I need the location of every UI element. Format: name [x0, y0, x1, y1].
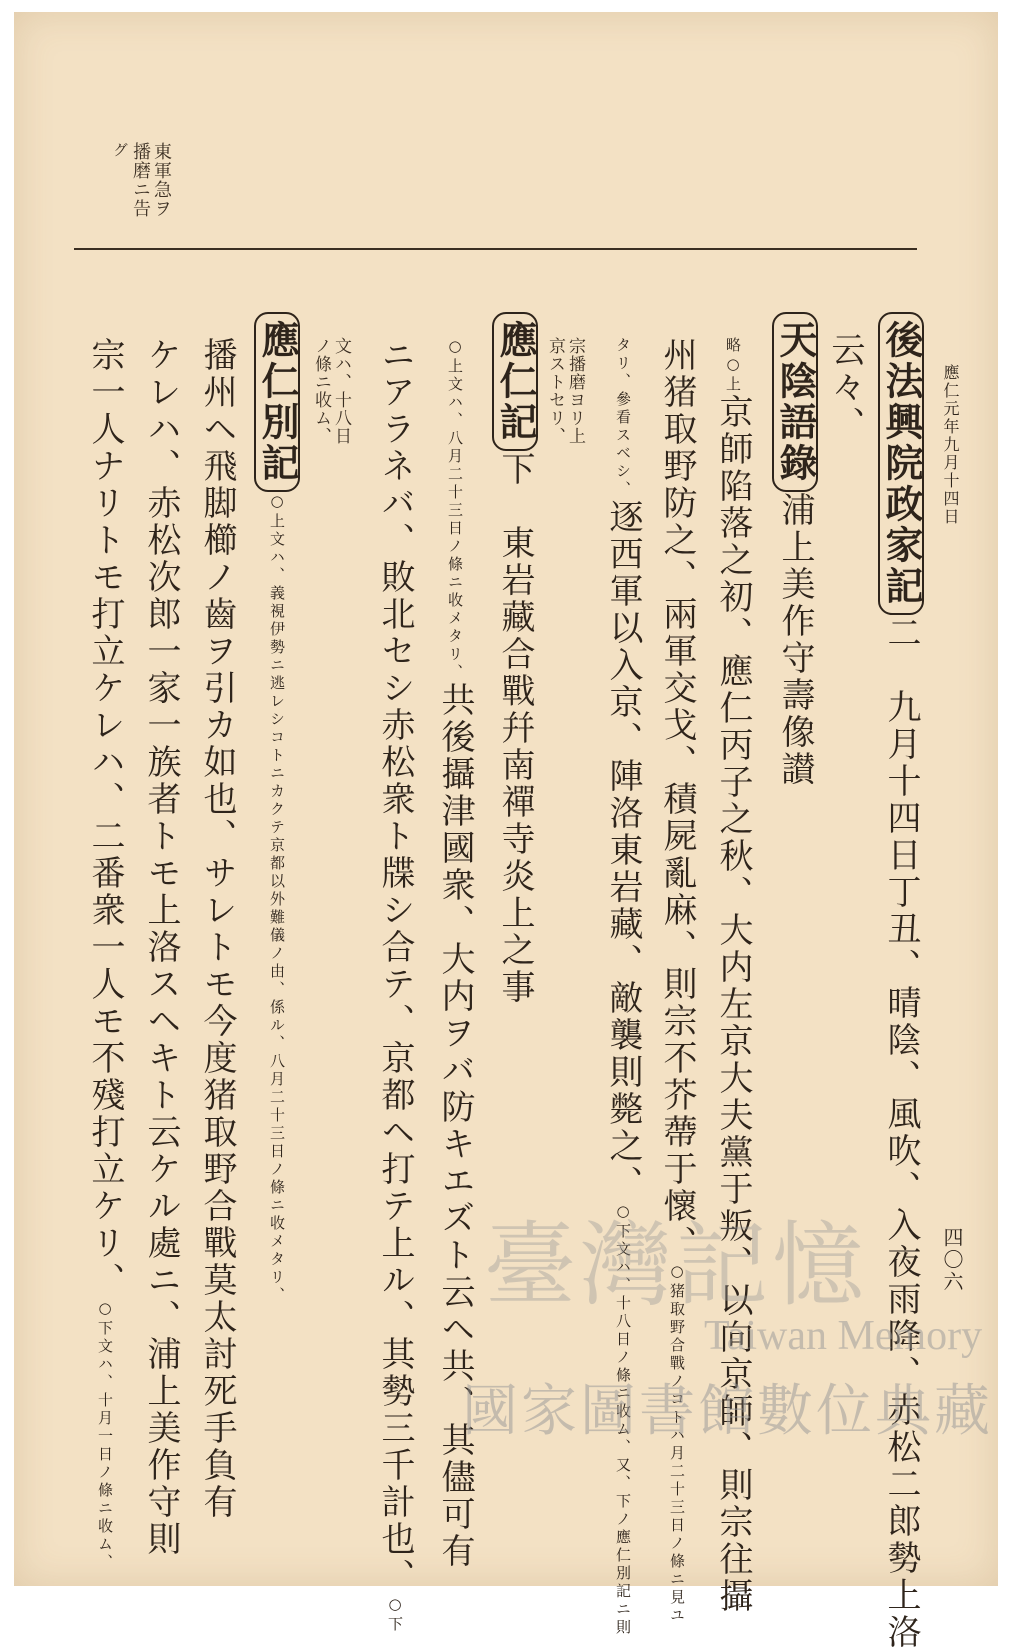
column-9-text: 共後攝津國衆、大内ヲバ防キエズト云ヘ共、其儘可有	[435, 682, 475, 1570]
column-8	[492, 312, 538, 1006]
column-14: ケレハ、赤松次郎一家一族者トモ上洛スヘキト云ケル處ニ、浦上美作守則	[141, 337, 181, 1558]
column-12	[254, 312, 300, 1305]
margin-note-1: 東軍急ヲ	[151, 142, 172, 218]
column-9-note: ○上文ハ、八月二十三日ノ條ニ收メタリ、	[446, 337, 464, 682]
book-page	[14, 12, 998, 1651]
column-6	[603, 337, 643, 1637]
column-4	[713, 337, 753, 1615]
column-6-text: 逐西軍以入京、陣洛東岩藏、敵襲則斃之、	[603, 499, 643, 1202]
column-13: 播州ヘ飛脚櫛ノ齒ヲ引カ如也、サレトモ今度猪取野合戰莫太討死手負有	[197, 337, 237, 1521]
column-15-note: ○下文ハ、十月一日ノ條ニ收ム、	[96, 1299, 114, 1572]
header-rule	[74, 248, 917, 250]
column-5-text: 州猪取野防之、兩軍交戈、積屍亂麻、則宗不芥蔕于懷、	[657, 337, 697, 1262]
column-4-note: 略○上	[724, 337, 742, 394]
column-1	[878, 312, 924, 1651]
column-11b: ノ條ニ收ム、	[311, 337, 331, 445]
column-10	[375, 337, 415, 1634]
column-15-text: 宗一人ナリトモ打立ケレハ、二番衆一人モ不殘打立ケリ、	[85, 337, 125, 1299]
column-2: 云々、	[825, 332, 865, 443]
column-3-text: 浦上美作守壽像讃	[775, 492, 815, 788]
column-10-text: ニアラネバ、敗北セシ赤松衆ト牒シ合テ、京都ヘ打テ上ル、其勢三千計也、	[375, 337, 415, 1595]
column-12-note: ○上文ハ、義視伊勢ニ逃レシコトニカクテ京都以外難儀ノ由、係ル、八月二十三日ノ條ニ收メタリ、	[268, 492, 286, 1305]
source-title-ouninbekki: 應仁別記	[254, 312, 300, 492]
column-5	[657, 337, 697, 1625]
column-7: 宗播磨ヨリ上	[565, 337, 585, 445]
column-11: 文ハ、十八日	[331, 337, 351, 445]
page-number: 四〇六	[940, 1227, 964, 1293]
watermark-logo: 臺灣記憶	[484, 1212, 869, 1319]
margin-note-2: 播磨ニ告	[130, 142, 151, 218]
column-4-text: 京師陷落之初、應仁丙子之秋、大内左京大夫黨于叛、以向京師、則宗往攝	[713, 394, 753, 1615]
column-8-text: 下 東岩藏合戰幷南禪寺炎上之事	[495, 451, 535, 1006]
watermark-english: Taiwan Memory	[704, 1313, 983, 1359]
column-9	[435, 337, 475, 1570]
column-3	[772, 312, 818, 788]
column-7b: 京ストセリ、	[545, 337, 565, 445]
watermark-library: 國家圖書館數位典藏	[462, 1379, 993, 1444]
running-header-date: 應仁元年九月十四日	[941, 364, 960, 526]
column-6-note-b: ○下文ハ、十八日ノ條ニ收ム、又、下ノ應仁別記ニ則	[614, 1202, 632, 1637]
column-10-note: ○下	[386, 1595, 404, 1634]
source-title-tenin: 天陰語錄	[772, 312, 818, 492]
source-title-gohoukouin: 後法興院政家記	[878, 312, 924, 615]
margin-note-3: グ	[111, 142, 129, 158]
column-6-note-a: タリ、參看スベシ、	[614, 337, 632, 499]
column-1-text: 二 九月十四日丁丑、晴陰、風吹、入夜雨降、赤松二郎勢上洛	[881, 615, 921, 1651]
column-15	[85, 337, 125, 1572]
column-5-note: ○猪取野合戰ノコトハ月二十三日ノ條ニ見ユ	[668, 1262, 686, 1625]
source-title-ouninki: 應仁記	[492, 312, 538, 451]
